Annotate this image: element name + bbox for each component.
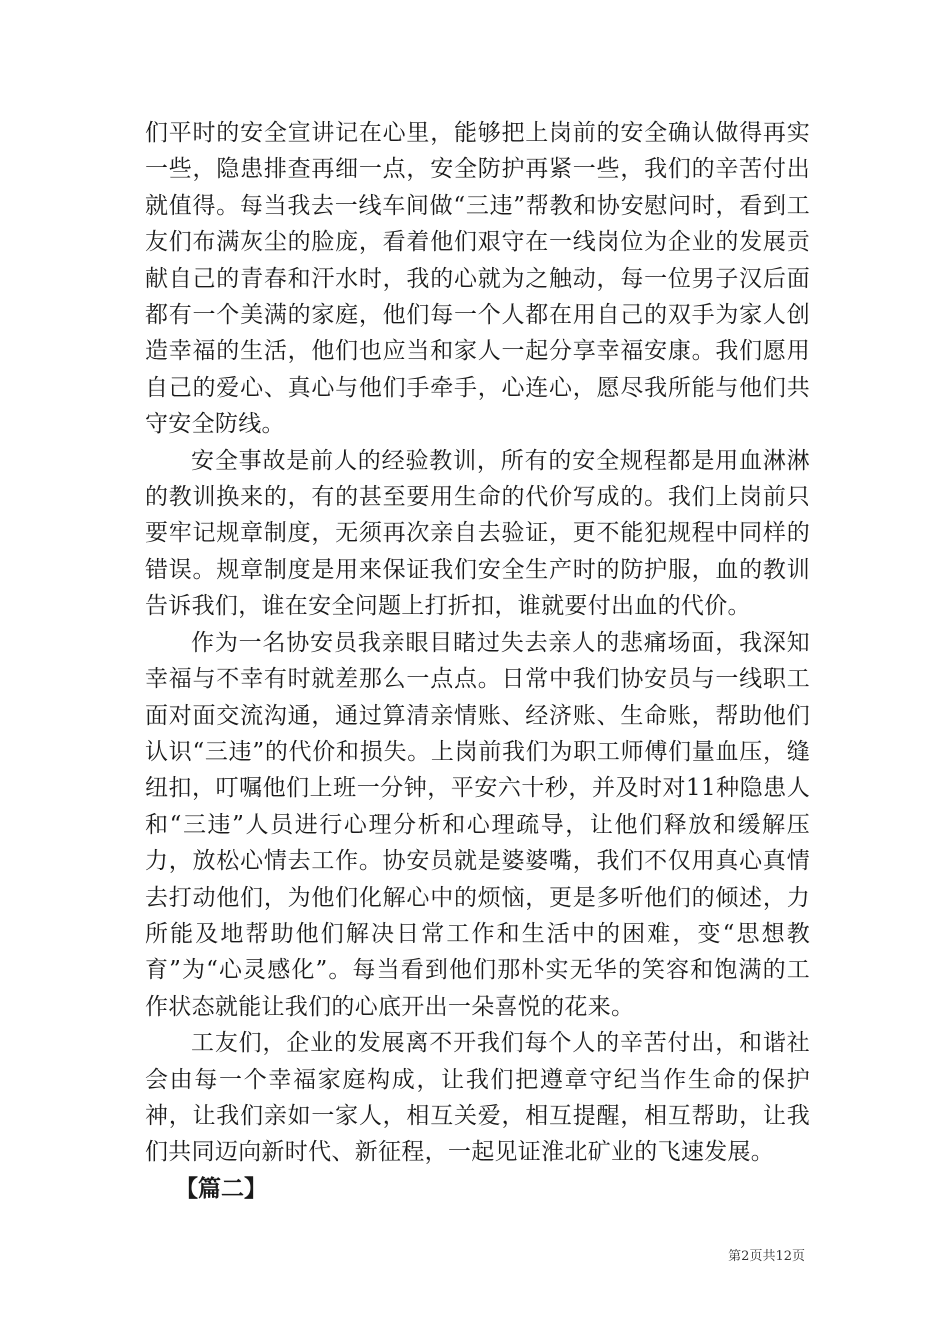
paragraph-1: 们平时的安全宣讲记在心里，能够把上岗前的安全确认做得再实一些，隐患排查再细一点，安全防护再紧一些，我们的辛苦付出就值得。每当我去一线车间做“三违”帮教和协安慰问时，看到工友们布满灰尘的脸庞，看着他们艰守在一线岗位为企业的发展贡献自己的青春和汗水时，我的心就为之触动，每一位男子汉后面都有一个美满的家庭，他们每一个人都在用自己的双手为家人创造幸福的生活，他们也应当和家人一起分享幸福安康。我们愿用自己的爱心、真心与他们手牵手，心连心，愿尽我所能与他们共守安全防线。 [145, 120, 810, 438]
paragraph-3: 作为一名协安员我亲眼目睹过失去亲人的悲痛场面，我深知幸福与不幸有时就差那么一点点。日常中我们协安员与一线职工面对面交流沟通，通过算清亲情账、经济账、生命账，帮助他们认识“三违”的代价和损失。上岗前我们为职工师傅们量血压，缝纽扣，叮嘱他们上班一分钟，平安六十秒，并及时对11种隐患人和“三违”人员进行心理分析和心理疏导，让他们释放和缓解压力，放松心情去工作。协安员就是婆婆嘴，我们不仅用真心真情去打动他们，为他们化解心中的烦恼，更是多听他们的倾述，力所能及地帮助他们解决日常工作和生活中的困难，变“思想教育”为“心灵感化”。每当看到他们那朴实无华的笑容和饱满的工作状态就能让我们的心底开出一朵喜悦的花来。 [145, 629, 810, 1020]
page-number-footer: 第2页共12页 [728, 1249, 805, 1264]
document-body [145, 115, 810, 1207]
section-heading: 【篇二】 [175, 1175, 267, 1202]
paragraph-4: 工友们，企业的发展离不开我们每个人的辛苦付出，和谐社会由每一个幸福家庭构成，让我们把遵章守纪当作生命的保护神，让我们亲如一家人，相互关爱，相互提醒，相互帮助，让我们共同迈向新时代、新征程，一起见证淮北矿业的飞速发展。 [145, 1030, 810, 1166]
paragraph-2: 安全事故是前人的经验教训，所有的安全规程都是用血淋淋的教训换来的，有的甚至要用生命的代价写成的。我们上岗前只要牢记规章制度，无须再次亲自去验证，更不能犯规程中同样的错误。规章制度是用来保证我们安全生产时的防护服，血的教训告诉我们，谁在安全问题上打折扣，谁就要付出血的代价。 [145, 447, 810, 620]
